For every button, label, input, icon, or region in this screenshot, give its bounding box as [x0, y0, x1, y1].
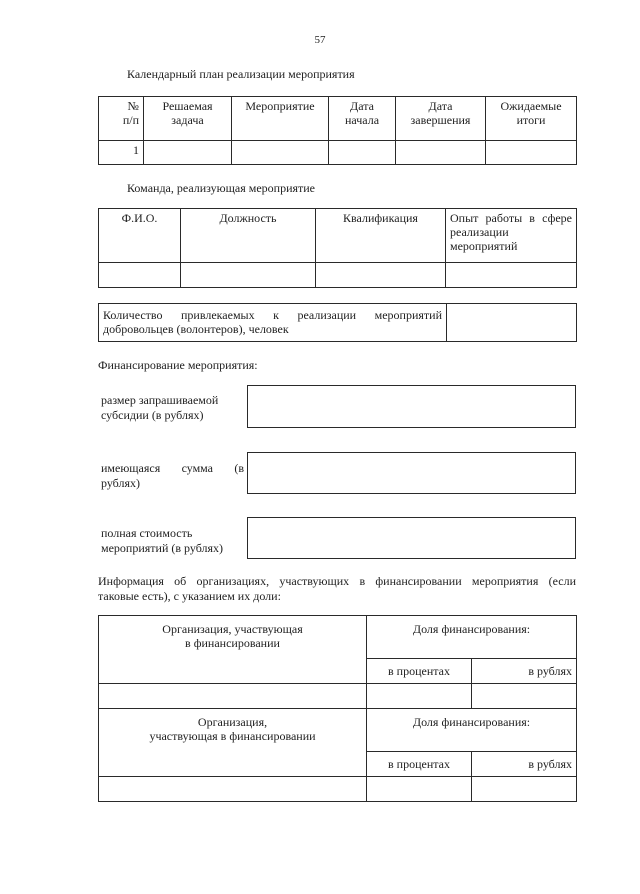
- org-data-row-1: [99, 684, 577, 709]
- col-expected-results-header: Ожидаемые итоги: [486, 97, 577, 141]
- org-data-row-2: [99, 777, 577, 802]
- org-header-1: Организация, участвующая в финансировании: [99, 616, 367, 684]
- col-fio-header: Ф.И.О.: [99, 209, 181, 263]
- col-experience-header: Опыт работы в сфере реализации мероприятий: [446, 209, 577, 263]
- col-qualification-header: Квалификация: [316, 209, 446, 263]
- qualification-cell[interactable]: [316, 263, 446, 288]
- col-end-date-header: Дата завершения: [396, 97, 486, 141]
- task-cell[interactable]: [144, 141, 232, 165]
- rubles-cell-1[interactable]: [472, 684, 577, 709]
- org-header-row-1: [99, 616, 577, 659]
- total-cost-label: полная стоимость мероприятий (в рублях): [101, 526, 224, 555]
- team-row: [99, 263, 577, 288]
- share-header-2: Доля финансирования:: [367, 709, 577, 752]
- col-task-header: Решаемая задача: [144, 97, 232, 141]
- organizations-info: Информация об организациях, участвующих в финансировании мероприятия (если таковые есть), с указанием их доли:: [98, 574, 576, 603]
- total-cost-field[interactable]: [247, 517, 576, 559]
- team-title: Команда, реализующая мероприятие: [127, 181, 315, 195]
- fio-cell[interactable]: [99, 263, 181, 288]
- rubles-header-1: в рублях: [472, 659, 577, 684]
- percent-header-2: в процентах: [367, 752, 472, 777]
- col-event-header: Мероприятие: [232, 97, 329, 141]
- col-number-header: № п/п: [99, 97, 144, 141]
- rubles-header-2: в рублях: [472, 752, 577, 777]
- team-header-row: [99, 209, 577, 263]
- experience-cell[interactable]: [446, 263, 577, 288]
- volunteers-row: [99, 304, 577, 342]
- expected-results-cell[interactable]: [486, 141, 577, 165]
- col-start-date-header: Дата начала: [329, 97, 396, 141]
- event-cell[interactable]: [232, 141, 329, 165]
- org-name-cell-1[interactable]: [99, 684, 367, 709]
- org-header-row-2: [99, 709, 577, 752]
- available-sum-label: имеющаяся сумма (в рублях): [101, 461, 244, 490]
- calendar-row: [99, 141, 577, 165]
- col-position-header: Должность: [181, 209, 316, 263]
- org-header-2: Организация, участвующая в финансировании: [99, 709, 367, 777]
- share-header-1: Доля финансирования:: [367, 616, 577, 659]
- percent-cell-2[interactable]: [367, 777, 472, 802]
- org-name-cell-2[interactable]: [99, 777, 367, 802]
- volunteers-count-cell[interactable]: [447, 304, 577, 342]
- position-cell[interactable]: [181, 263, 316, 288]
- requested-subsidy-field[interactable]: [247, 385, 576, 428]
- organizations-table: [98, 615, 577, 802]
- team-table: [98, 208, 577, 288]
- volunteers-label: Количество привлекаемых к реализации мероприятий добровольцев (волонтеров), человек: [99, 304, 447, 342]
- calendar-plan-table: [98, 96, 577, 165]
- rubles-cell-2[interactable]: [472, 777, 577, 802]
- requested-subsidy-label: размер запрашиваемой субсидии (в рублях): [101, 393, 219, 422]
- available-sum-field[interactable]: [247, 452, 576, 494]
- calendar-header-row: [99, 97, 577, 141]
- percent-header-1: в процентах: [367, 659, 472, 684]
- volunteers-table: [98, 303, 577, 342]
- row-number: 1: [99, 141, 144, 165]
- start-date-cell[interactable]: [329, 141, 396, 165]
- end-date-cell[interactable]: [396, 141, 486, 165]
- page-number: 57: [314, 34, 326, 46]
- percent-cell-1[interactable]: [367, 684, 472, 709]
- financing-title: Финансирование мероприятия:: [98, 358, 258, 372]
- calendar-plan-title: Календарный план реализации мероприятия: [127, 67, 355, 81]
